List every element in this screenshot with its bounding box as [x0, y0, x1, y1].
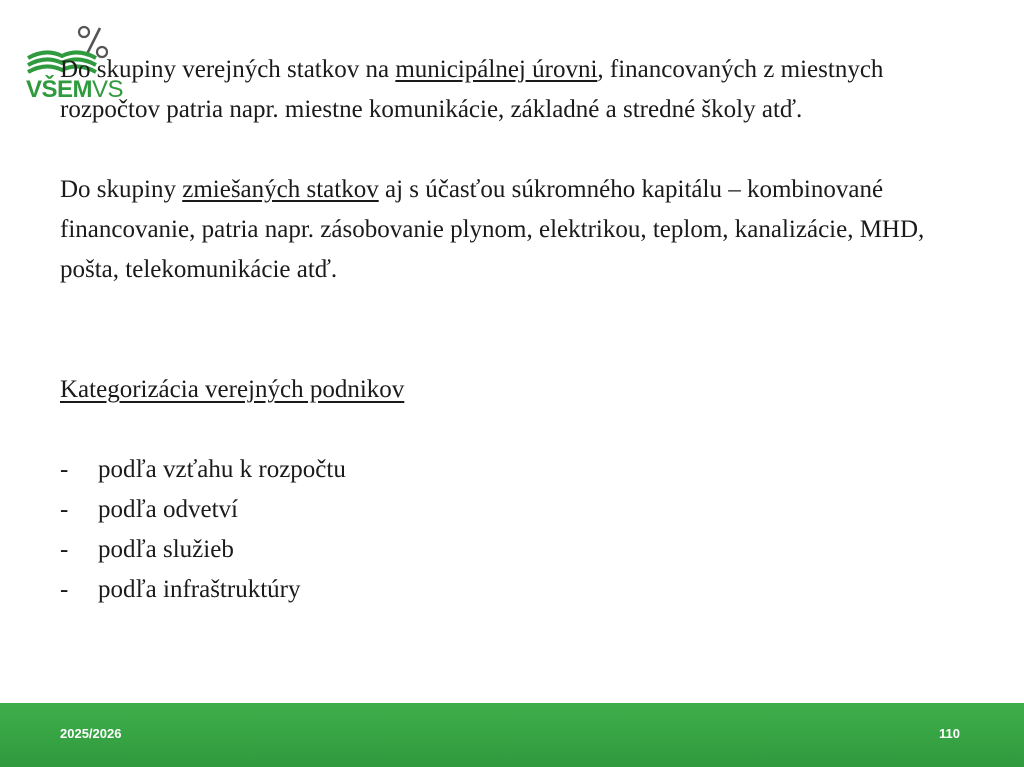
underlined-term: municipálnej úrovni — [395, 56, 598, 83]
paragraph-mixed: Do skupiny zmiešaných statkov aj s účasťou súkromného kapitálu – kombinované financovanie, patria napr. zásobovanie plynom, elektrikou, teplom, kanalizácie, MHD, pošta, telekomunikácie atď. — [60, 176, 925, 283]
footer-bar — [0, 703, 1024, 767]
section-heading: Kategorizácia verejných podnikov — [60, 376, 405, 403]
logo-wordmark: VŠEMVS — [26, 76, 124, 103]
slide-content — [60, 50, 980, 610]
footer-year: 2025/2026 — [60, 726, 122, 741]
underlined-term: zmiešaných statkov — [182, 176, 379, 203]
list-item: - podľa služieb — [60, 536, 234, 563]
paragraph-municipal: Do skupiny verejných statkov na municipálnej úrovni, financovaných z miestnych rozpočtov patria napr. miestne komunikácie, základné a stredné školy atď. — [60, 56, 884, 123]
list-item: - podľa infraštruktúry — [60, 576, 301, 603]
list-item: - podľa vzťahu k rozpočtu — [60, 456, 346, 483]
page-number: 110 — [939, 726, 960, 741]
category-list — [60, 450, 980, 610]
list-item: - podľa odvetví — [60, 496, 238, 523]
